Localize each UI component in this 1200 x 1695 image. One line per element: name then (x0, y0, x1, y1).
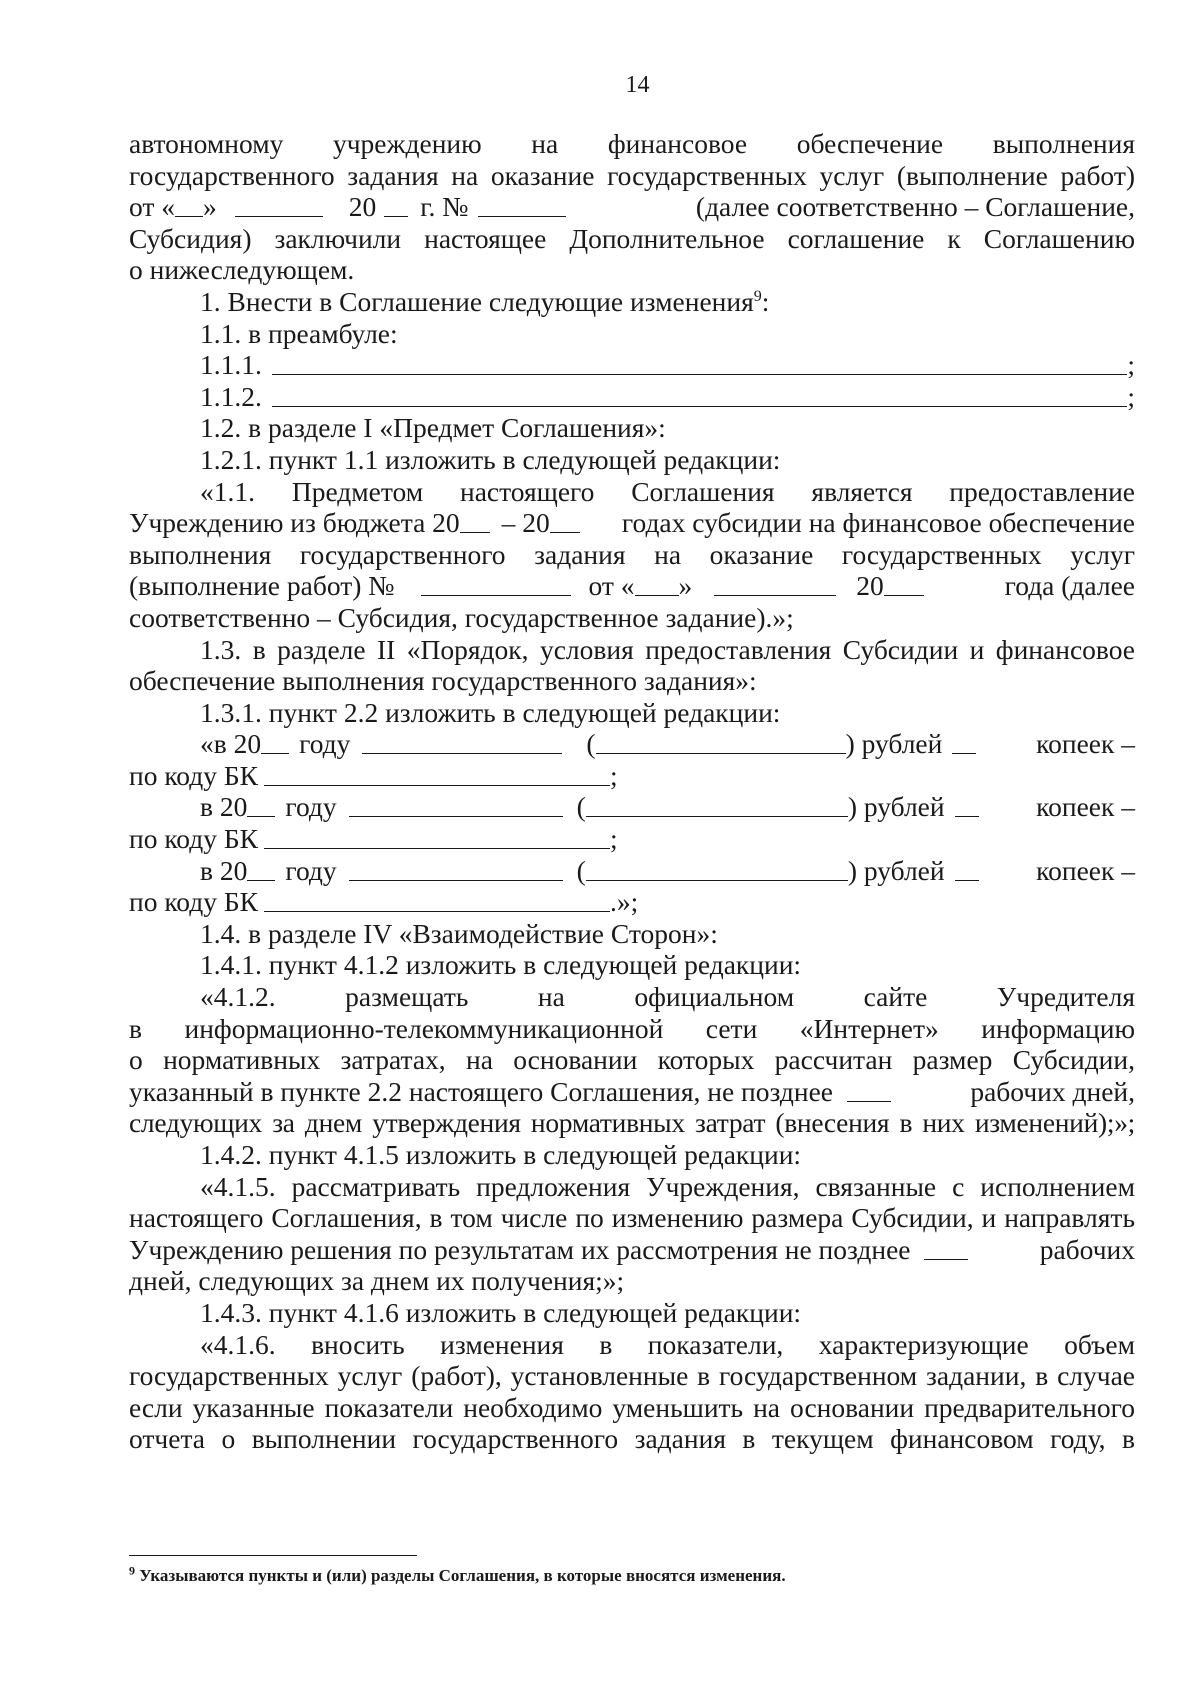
bk-row: по коду БК ; (129, 823, 618, 855)
fill-blank (272, 381, 1127, 407)
document-body (129, 128, 1135, 1455)
text-line: обеспечение выполнения государственного задания»: (129, 665, 757, 697)
year-blank (384, 191, 408, 217)
funding-row: «в 20 году ( ) рублей копеек – (200, 728, 1135, 760)
year-blank (884, 570, 924, 596)
day-blank (175, 191, 203, 217)
amount-blank (362, 728, 562, 754)
funding-row: в 20 году ( ) рублей копеек – (200, 791, 1135, 823)
footnote-text: Указываются пункты и (или) разделы Соглашения, в которые вносятся изменения. (139, 1566, 786, 1585)
number-blank (421, 570, 571, 596)
month-blank (235, 191, 323, 217)
text-line: о нормативных затратах, на основании которых рассчитан размер Субсидии, (129, 1044, 1135, 1076)
funding-row: в 20 году ( ) рублей копеек – (200, 854, 1135, 886)
text-line: дней, следующих за днем их получения;»; (129, 1265, 625, 1297)
item-1: 1. Внести в Соглашение следующие изменения$^9$: (200, 285, 770, 317)
item-1-1-2: 1.1.2. ; (200, 380, 1135, 412)
quote-4-1-2-deadline: указанный в пункте 2.2 настоящего Соглашения, не позднее рабочих дней, (129, 1075, 1135, 1107)
text-line: государственного задания на оказание государственных услуг (выполнение работ) (129, 159, 1135, 191)
month-blank (714, 570, 836, 596)
quote-4-1-2: «4.1.2. размещать на официальном сайте Учредителя (200, 981, 1135, 1013)
item-1-3: 1.3. в разделе II «Порядок, условия предоставления Субсидии и финансовое (200, 633, 1135, 665)
year-blank (550, 507, 580, 533)
text-line: автономному учреждению на финансовое обеспечение выполнения (129, 128, 1135, 159)
footnote-ref: 9 (753, 287, 762, 305)
days-blank (924, 1234, 968, 1260)
page-number: 14 (625, 72, 650, 98)
bk-row: по коду БК ; (129, 759, 618, 791)
item-1-4-3: 1.4.3. пункт 4.1.6 изложить в следующей редакции: (200, 1296, 802, 1328)
footnote (129, 1564, 1129, 1588)
fill-blank (272, 349, 1127, 375)
text-line: в информационно-телекоммуникационной сети «Интернет» информацию (129, 1012, 1135, 1044)
item-1-4: 1.4. в разделе IV «Взаимодействие Сторон»: (200, 917, 718, 949)
bk-code-blank (264, 823, 610, 849)
item-1-2-1: 1.2.1. пункт 1.1 изложить в следующей редакции: (200, 443, 781, 475)
text-line: соответственно – Субсидия, государственное задание).»; (129, 601, 794, 633)
bk-code-blank (264, 886, 610, 912)
item-1-1-1: 1.1.1. ; (200, 349, 1135, 381)
bk-code-blank (264, 760, 610, 786)
amount-words-blank (596, 728, 846, 754)
day-blank (635, 570, 679, 596)
year-blank (247, 855, 275, 881)
kopecks-blank (955, 791, 979, 817)
text-line: следующих за днем утверждения нормативных затрат (внесения в них изменений);»; (129, 1107, 1135, 1139)
bk-row: по коду БК .»; (129, 886, 639, 918)
year-blank (460, 507, 490, 533)
agreement-reference-line: от « » 20 г. № (далее соответственно – Соглашение, (129, 191, 1135, 223)
amount-blank (349, 855, 563, 881)
amount-blank (349, 791, 563, 817)
quote-4-1-5: «4.1.5. рассматривать предложения Учреждения, связанные с исполнением (200, 1170, 1135, 1202)
text-line: государственных услуг (работ), установленные в государственном задании, в случае (129, 1360, 1135, 1392)
item-1-1: 1.1. в преамбуле: (200, 317, 398, 349)
quote-4-1-5-deadline: Учреждению решения по результатам их рассмотрения не позднее рабочих (129, 1233, 1135, 1265)
amount-words-blank (586, 791, 848, 817)
year-blank (247, 791, 275, 817)
amount-words-blank (586, 855, 848, 881)
text-line: отчета о выполнении государственного задания в текущем финансовом году, в (129, 1423, 1135, 1455)
quote-1-1: «1.1. Предметом настоящего Соглашения является предоставление (200, 475, 1135, 507)
quote-1-1-task-ref: (выполнение работ) № от « » 20 года (далее (129, 570, 1135, 602)
footnote-mark: 9 (129, 1563, 135, 1578)
item-1-2: 1.2. в разделе I «Предмет Соглашения»: (200, 412, 666, 444)
item-1-4-2: 1.4.2. пункт 4.1.5 изложить в следующей редакции: (200, 1139, 802, 1170)
kopecks-blank (952, 728, 976, 754)
text-line: Субсидия) заключили настоящее Дополнительное соглашение к Соглашению (129, 222, 1135, 254)
item-1-4-1: 1.4.1. пункт 4.1.2 изложить в следующей редакции: (200, 949, 802, 981)
year-blank (261, 728, 289, 754)
days-blank (847, 1076, 891, 1102)
quote-1-1-years: Учреждению из бюджета 20 – 20 годах субсидии на финансовое обеспечение (129, 507, 1135, 539)
text-line: о нижеследующем. (129, 254, 355, 286)
footnote-divider (129, 1555, 417, 1556)
quote-4-1-6: «4.1.6. вносить изменения в показатели, характеризующие объем (200, 1328, 1135, 1360)
kopecks-blank (955, 855, 979, 881)
number-blank (478, 191, 566, 217)
text-line: если указанные показатели необходимо уменьшить на основании предварительного (129, 1391, 1135, 1423)
text-line: выполнения государственного задания на оказание государственных услуг (129, 538, 1135, 570)
item-1-3-1: 1.3.1. пункт 2.2 изложить в следующей редакции: (200, 696, 781, 728)
text-line: настоящего Соглашения, в том числе по изменению размера Субсидии, и направлять (129, 1202, 1135, 1234)
